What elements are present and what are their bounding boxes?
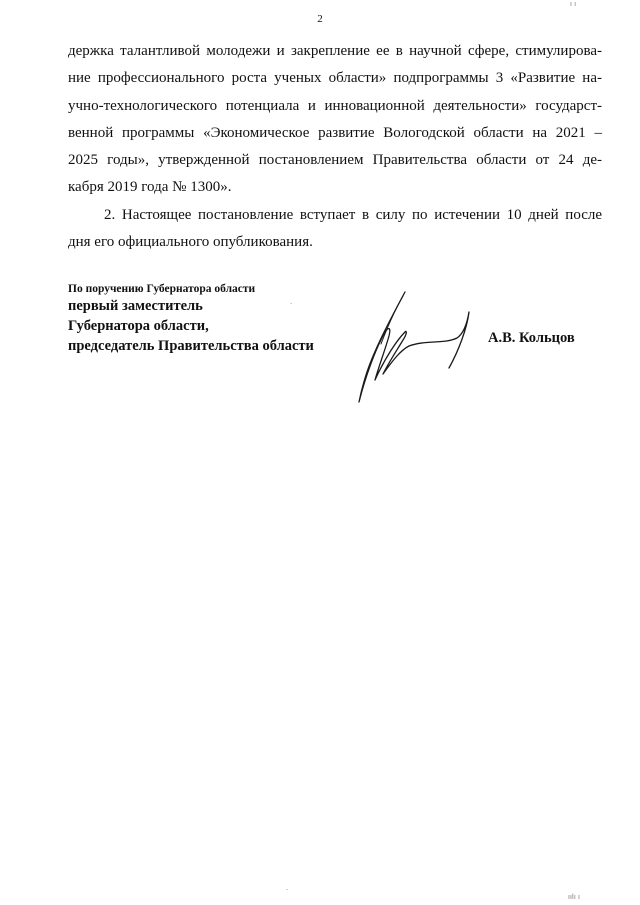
- paragraph-1-line: ние профессионального роста ученых области» подпрограммы 3 «Развитие на-: [68, 70, 602, 87]
- on-behalf-label: По поручению Губернатора области: [68, 283, 256, 295]
- paragraph-1-line: кабря 2019 года № 1300».: [68, 179, 232, 196]
- scan-speck: ·: [290, 300, 293, 308]
- signatory-position: [68, 282, 314, 356]
- scan-speck: ıılı ı: [568, 893, 580, 901]
- position-line: председатель Правительства области: [68, 338, 314, 354]
- handwritten-signature: [345, 288, 475, 406]
- paragraph-1-line: венной программы «Экономическое развитие Вологодской области на 2021 –: [68, 124, 602, 141]
- scan-speck: ı ı: [570, 0, 577, 8]
- paragraph-2-line: дня его официального опубликования.: [68, 234, 313, 251]
- signer-name: А.В. Кольцов: [488, 330, 575, 346]
- paragraph-1-line: 2025 годы», утвержденной постановлением Правительства области от 24 де-: [68, 152, 602, 169]
- paragraph-1-line: держка талантливой молодежи и закрепление ее в научной сфере, стимулирова-: [68, 43, 602, 59]
- paragraph-2-line: 2. Настоящее постановление вступает в силу по истечении 10 дней после: [104, 206, 602, 223]
- page-number: 2: [317, 13, 323, 25]
- paragraph-1-line: учно-технологического потенциала и инновационной деятельности» государст-: [68, 97, 602, 114]
- position-line: Губернатора области,: [68, 318, 209, 334]
- position-line: первый заместитель: [68, 298, 203, 314]
- scan-speck: ·: [286, 886, 289, 894]
- document-body: [68, 38, 602, 256]
